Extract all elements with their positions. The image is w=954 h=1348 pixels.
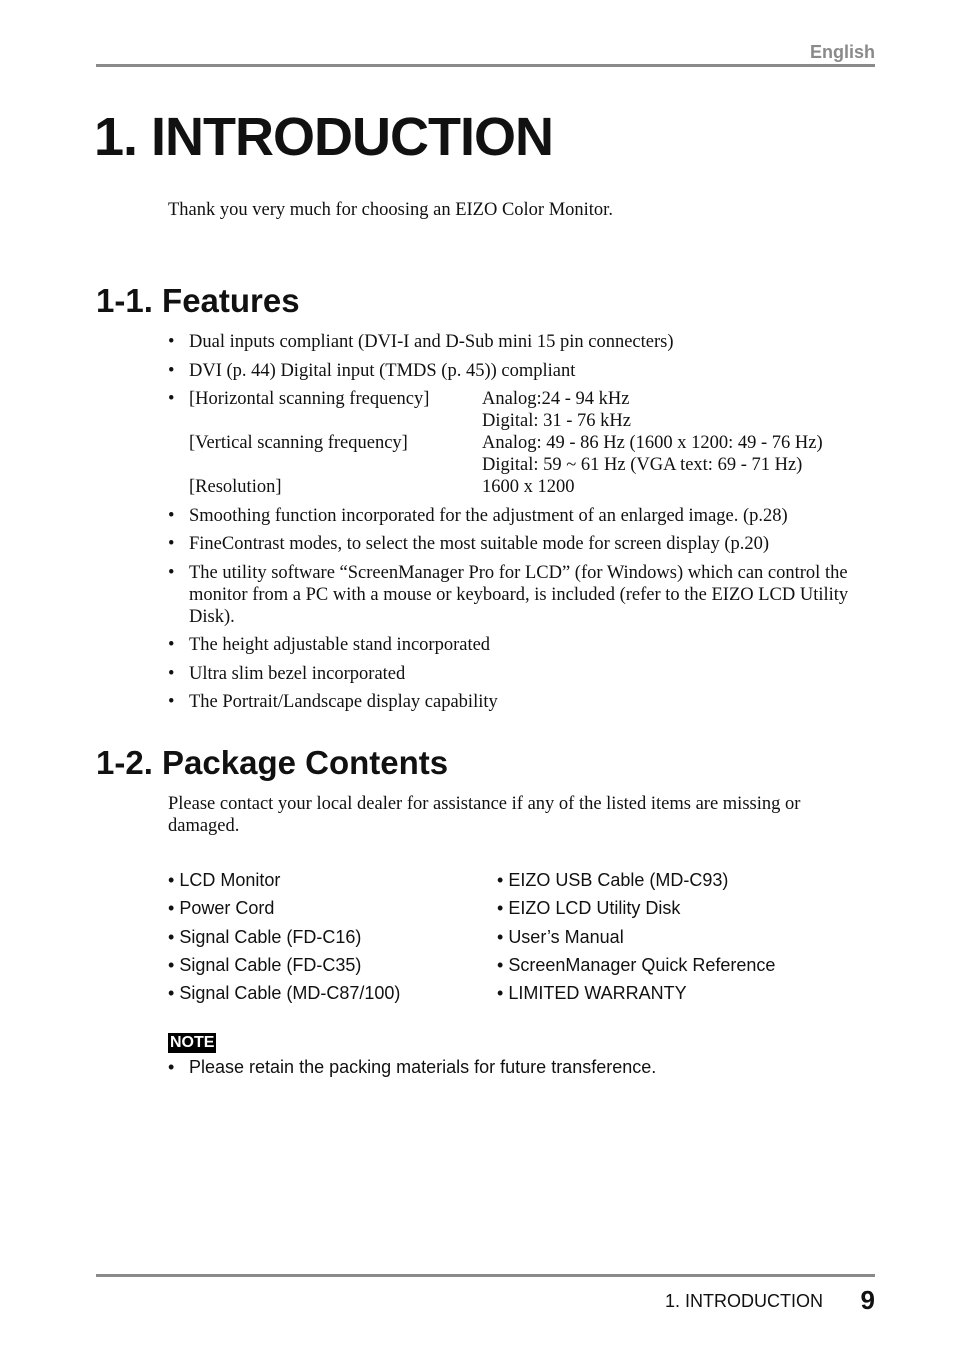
feature-item: • Smoothing function incorporated for the adjustment of an enlarged image. (p.28): [168, 505, 878, 527]
header-rule: [96, 64, 875, 67]
feature-item: • Ultra slim bezel incorporated: [168, 663, 878, 685]
spec-label: [Resolution]: [189, 477, 282, 497]
features-list: [168, 331, 878, 720]
package-item: • LCD Monitor: [168, 869, 400, 897]
spec-table: [189, 388, 823, 498]
footer-section-title: 1. INTRODUCTION: [664, 1291, 823, 1311]
spec-value: Digital: 59 ~ 61 Hz (VGA text: 69 - 71 Hz): [482, 455, 803, 475]
package-list-right: [497, 869, 775, 1010]
feature-item: • The Portrait/Landscape display capability: [168, 691, 878, 713]
package-intro: Please contact your local dealer for assistance if any of the listed items are missing or damaged.: [168, 794, 801, 836]
feature-item: • FineContrast modes, to select the most suitable mode for screen display (p.20): [168, 533, 878, 555]
footer-rule: [96, 1274, 875, 1277]
note-list: [168, 1056, 656, 1078]
feature-specs-item: [168, 388, 878, 498]
spec-label: [Vertical scanning frequency]: [189, 433, 408, 453]
package-item: • User’s Manual: [497, 926, 775, 954]
spec-value: Analog: 49 - 86 Hz (1600 x 1200: 49 - 76 Hz): [482, 433, 823, 453]
feature-item: • The height adjustable stand incorporated: [168, 634, 878, 656]
package-item: • EIZO LCD Utility Disk: [497, 897, 775, 925]
feature-item: • DVI (p. 44) Digital input (TMDS (p. 45)) compliant: [168, 360, 878, 382]
package-list-left: [168, 869, 400, 1010]
spec-value: 1600 x 1200: [482, 477, 575, 497]
package-heading: 1-2. Package Contents: [96, 744, 449, 781]
page-number: 9: [860, 1285, 875, 1315]
package-item: • Power Cord: [168, 897, 400, 925]
package-item: • Signal Cable (MD-C87/100): [168, 982, 400, 1010]
language-label: English: [809, 42, 875, 62]
feature-item: • The utility software “ScreenManager Pro for LCD” (for Windows) which can control the monitor from a PC with a mouse or keyboard, is included (refer to the EIZO LCD Utility Disk).: [168, 562, 878, 628]
feature-item: • Dual inputs compliant (DVI-I and D-Sub mini 15 pin connecters): [168, 331, 878, 353]
intro-paragraph: Thank you very much for choosing an EIZO Color Monitor.: [168, 200, 613, 220]
note-label: NOTE: [170, 1034, 215, 1051]
package-item: • Signal Cable (FD-C16): [168, 926, 400, 954]
package-item: • LIMITED WARRANTY: [497, 982, 775, 1010]
spec-value: Analog:24 - 94 kHz: [482, 389, 630, 409]
package-item: • EIZO USB Cable (MD-C93): [497, 869, 775, 897]
package-item: • Signal Cable (FD-C35): [168, 954, 400, 982]
spec-value: Digital: 31 - 76 kHz: [482, 411, 632, 431]
features-heading: 1-1. Features: [96, 282, 300, 319]
page-title: 1. INTRODUCTION: [94, 107, 554, 167]
package-item: • ScreenManager Quick Reference: [497, 954, 775, 982]
spec-label: • [Horizontal scanning frequency]: [189, 389, 430, 409]
note-item: • Please retain the packing materials for future transference.: [168, 1056, 656, 1078]
